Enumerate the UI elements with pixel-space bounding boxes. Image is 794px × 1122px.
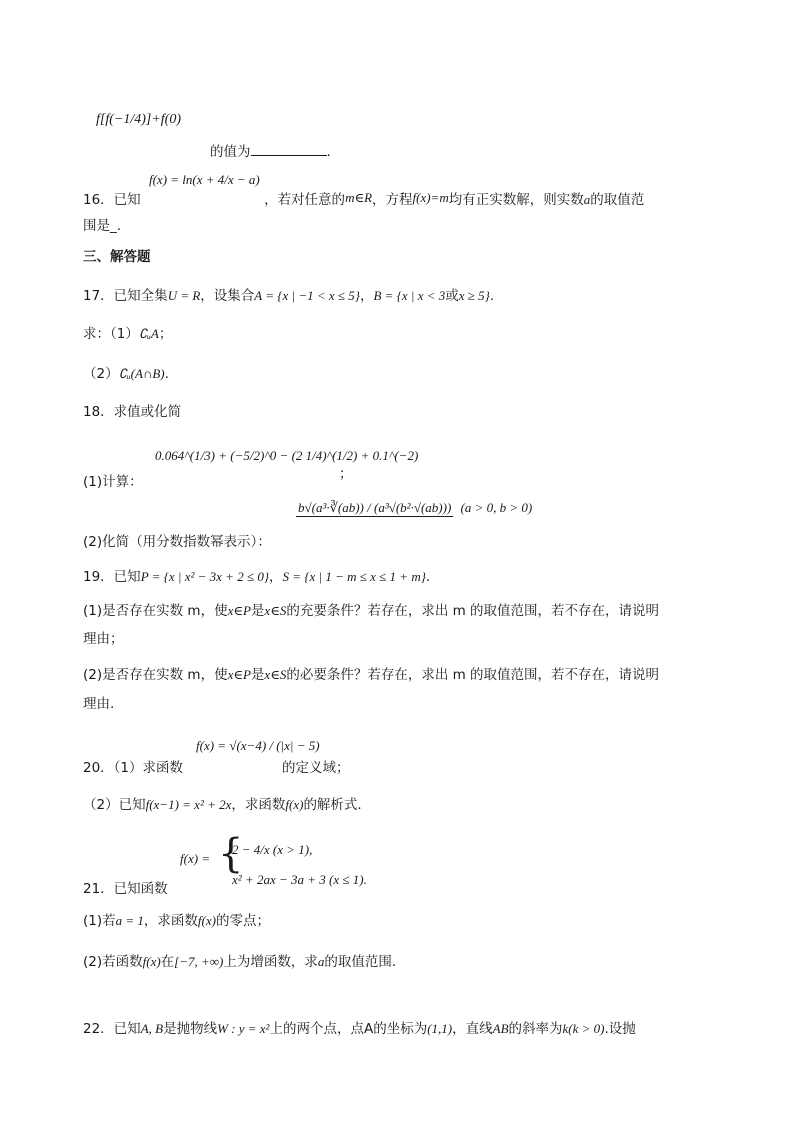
- question-19: [83, 565, 430, 585]
- q22-text5: .设抛: [604, 1021, 636, 1037]
- q20-p2-fx: f(x): [285, 797, 304, 812]
- q18-p2-fraction: [296, 501, 453, 516]
- q19-part2-line2: 理由.: [83, 696, 115, 712]
- q20-formula: f(x) = √(x−4) / (|x| − 5): [196, 738, 320, 753]
- q20-number: 20．（1）求函数: [83, 760, 184, 776]
- question-17: [83, 284, 494, 304]
- q21-part2: [83, 950, 396, 970]
- q16-cond1: m∈R: [345, 190, 373, 205]
- q17-setA: A = {x | −1 < x ≤ 5}: [254, 288, 360, 303]
- q22-line: AB: [492, 1021, 509, 1036]
- q17-part1: [83, 322, 172, 342]
- q21-lhs: f(x) =: [180, 851, 211, 866]
- q21-p2-var: a: [317, 954, 325, 969]
- q21-p2-d: 的取值范围.: [324, 954, 397, 970]
- q21-p2-c: 上为增函数，求: [223, 954, 318, 970]
- q21-case1: 2 − 4/x (x > 1),: [232, 842, 313, 857]
- q15-text: 的值为: [210, 144, 251, 160]
- q17-universe: U = R: [167, 288, 201, 303]
- q17-number: 17．已知全集: [83, 288, 168, 304]
- q17-part1-end: ；: [158, 326, 173, 342]
- q21-p2-b: 在: [160, 954, 175, 970]
- q19-p1-c2: x∈S: [264, 603, 287, 618]
- q17-text: ，设集合: [200, 288, 255, 304]
- q19-p2-b: 是: [250, 667, 265, 683]
- q21-part1: [83, 909, 270, 929]
- q21-p2-interval: [−7, +∞): [174, 954, 224, 969]
- q21-p1-a: (1)若: [83, 913, 116, 929]
- q19-p2-c2: x∈S: [264, 667, 287, 682]
- q17-part1-formula: ∁ᵤA: [138, 326, 159, 341]
- q19-p1-c: 的充要条件？若存在，求出 m 的取值范围，若不存在，请说明: [286, 603, 660, 619]
- q16-text3: 均有正实数解，则实数: [448, 192, 584, 208]
- q22-curve: W : y = x²: [217, 1021, 270, 1036]
- q20-part2: [83, 793, 362, 813]
- q19-p2-a: (2)是否存在实数 m，使: [83, 667, 228, 683]
- q18-p2-formula-text: b√(a³·∛(ab)) / (a³√(b²·√(ab))): [298, 500, 452, 516]
- q18-title: 18．求值或化简: [83, 404, 182, 420]
- q19-part1: [83, 599, 659, 619]
- q16-var: a: [583, 192, 591, 207]
- question-22: [83, 1017, 636, 1037]
- q20-text: 的定义域；: [282, 760, 350, 776]
- q19-p1-c1: x∈P: [227, 603, 251, 618]
- q19-p1-a: (1)是否存在实数 m，使: [83, 603, 228, 619]
- q19-p2-c: 的必要条件？若存在，求出 m 的取值范围，若不存在，请说明: [286, 667, 660, 683]
- q18-p2-formula: [296, 500, 532, 517]
- question-16: [83, 168, 645, 208]
- q21-p1-cond: a = 1: [115, 913, 144, 928]
- q15-answer-line: [210, 140, 331, 160]
- q19-part2: [83, 663, 659, 683]
- q15-formula-text: f[f(−1/4)]+f(0): [96, 112, 181, 127]
- q21-brace: {: [218, 831, 244, 877]
- q17-part2: [83, 362, 169, 382]
- q19-p1-b: 是: [250, 603, 265, 619]
- q17-part2-end: .: [164, 366, 169, 382]
- q19-sep: ，: [269, 569, 283, 585]
- q22-slope: k(k > 0): [562, 1021, 605, 1036]
- q15-formula: [96, 112, 181, 128]
- q20-p2-a: （2）已知: [83, 797, 146, 813]
- q22-text1: 是抛物线: [163, 1021, 218, 1037]
- q19-number: 19．已知: [83, 569, 141, 585]
- q21-p1-c: 的零点；: [215, 913, 270, 929]
- q18-p2-cond: (a > 0, b > 0): [460, 500, 533, 515]
- q22-number: 22．已知: [83, 1021, 141, 1037]
- q20-p2-c: 的解析式.: [303, 797, 362, 813]
- q18-p1-label: (1)计算：: [83, 474, 143, 490]
- q20-p2-formula: f(x−1) = x² + 2x: [145, 797, 232, 812]
- q17-setB-b: x ≥ 5}: [458, 288, 490, 303]
- q17-ask: 求：（1）: [83, 326, 139, 342]
- q19-p2-c1: x∈P: [227, 667, 251, 682]
- q16-text2: ，方程: [372, 192, 413, 208]
- q16-cond2: f(x)=m: [412, 190, 449, 205]
- q22-text2: 上的两个点，点A的坐标为: [269, 1021, 428, 1037]
- q22-pts: A, B: [140, 1021, 164, 1036]
- q17-or: 或: [445, 288, 459, 304]
- q19-end: .: [425, 569, 431, 585]
- q21-p2-a: (2)若函数: [83, 954, 143, 970]
- section-heading: 三、解答题: [83, 249, 151, 265]
- q19-setP: P = {x | x² − 3x + 2 ≤ 0}: [140, 569, 270, 584]
- question-21: 21．已知函数: [83, 881, 168, 897]
- q20-p2-b: ，求函数: [231, 797, 286, 813]
- q17-sep: ，: [359, 288, 374, 304]
- q17-part2-label: （2）: [83, 366, 119, 382]
- q22-text3: ，直线: [452, 1021, 493, 1037]
- q17-end: .: [489, 288, 495, 304]
- q21-p1-b: ，求函数: [143, 913, 198, 929]
- q15-end: .: [326, 144, 331, 160]
- q18-p1-formula: 0.064^(1/3) + (−5/2)^0 − (2 1/4)^(1/2) + 0.1^(−2): [155, 448, 419, 463]
- q21-p2-fx: f(x): [142, 954, 161, 969]
- q22-coord: (1,1): [427, 1021, 453, 1036]
- q16-line2: 围是_.: [83, 218, 122, 234]
- q17-setB-a: B = {x | x < 3: [373, 288, 446, 303]
- q22-text4: 的斜率为: [508, 1021, 563, 1037]
- question-20: [83, 756, 183, 776]
- q19-part1-line2: 理由；: [83, 631, 124, 647]
- q21-case2: x² + 2ax − 3a + 3 (x ≤ 1).: [232, 872, 367, 887]
- q15-answer-blank: [251, 143, 327, 156]
- q19-setS: S = {x | 1 − m ≤ x ≤ 1 + m}: [282, 569, 426, 584]
- q16-formula: f(x) = ln(x + 4/x − a): [148, 172, 260, 187]
- q18-p2-label: (2)化简（用分数指数幂表示）：: [83, 534, 271, 550]
- q16-number: 16．已知: [83, 192, 141, 208]
- q18-p1-end: ；: [339, 466, 353, 482]
- q17-part2-formula: ∁ᵤ(A∩B): [118, 366, 165, 381]
- q16-text4: 的取值范: [590, 192, 645, 208]
- q21-p1-fx: f(x): [197, 913, 216, 928]
- q16-text: ，若对任意的: [264, 192, 346, 208]
